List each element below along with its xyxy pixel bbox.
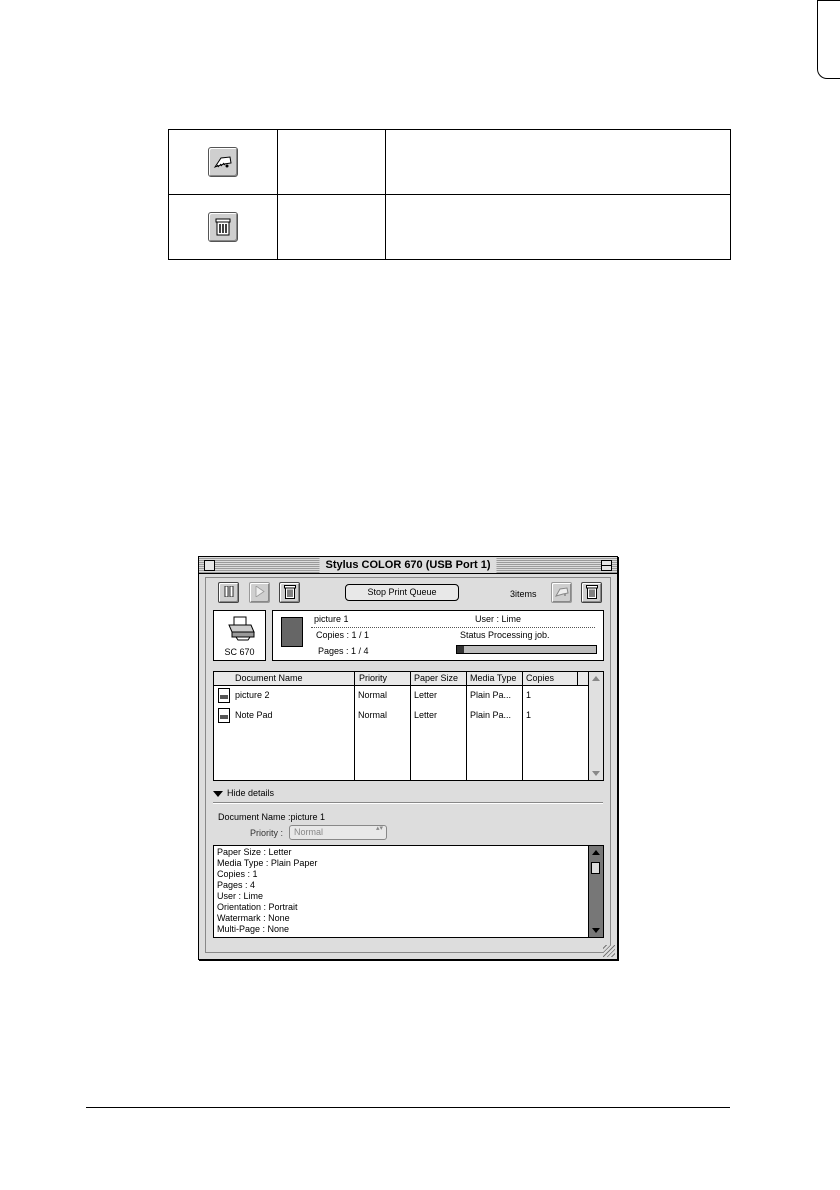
trash-icon bbox=[208, 212, 238, 242]
job-details-list bbox=[213, 845, 604, 938]
queue-copies: 1 bbox=[526, 710, 532, 720]
queue-copies: 1 bbox=[526, 690, 532, 700]
queue-paper-size: Letter bbox=[414, 690, 438, 700]
icon-name-cell bbox=[278, 130, 386, 195]
queue-media-type: Plain Pa... bbox=[470, 690, 512, 700]
printer-icon bbox=[226, 615, 256, 643]
play-icon bbox=[255, 586, 265, 599]
hide-details-toggle[interactable] bbox=[213, 788, 274, 798]
window-title: Stylus COLOR 670 (USB Port 1) bbox=[319, 557, 496, 573]
queue-document-name: picture 2 bbox=[235, 690, 270, 700]
queue-row[interactable] bbox=[214, 706, 588, 724]
hide-details-label: Hide details bbox=[227, 788, 275, 798]
icon-table-row bbox=[169, 195, 731, 260]
print-queue-list bbox=[213, 671, 604, 781]
detail-line: User : Lime bbox=[217, 891, 264, 901]
current-job-panel bbox=[272, 610, 604, 661]
job-progress-bar bbox=[456, 645, 597, 654]
queue-paper-size: Letter bbox=[414, 710, 438, 720]
icon-description-cell bbox=[386, 130, 731, 195]
trash-icon bbox=[586, 585, 598, 601]
document-icon bbox=[218, 688, 230, 703]
divider bbox=[213, 802, 603, 804]
column-header-paper-size[interactable]: Paper Size bbox=[414, 673, 459, 683]
detail-document-name: Document Name :picture 1 bbox=[218, 812, 326, 822]
scroll-thumb[interactable] bbox=[591, 862, 600, 874]
pause-icon bbox=[224, 586, 234, 599]
icon-description-cell bbox=[386, 195, 731, 260]
column-divider bbox=[577, 672, 578, 686]
queue-document-name: Note Pad bbox=[235, 710, 273, 720]
priority-label: Priority : bbox=[250, 828, 284, 838]
items-count: 3items bbox=[510, 589, 537, 599]
detail-line: Orientation : Portrait bbox=[217, 902, 298, 912]
current-job-copies: Copies : 1 / 1 bbox=[316, 630, 370, 640]
queue-priority: Normal bbox=[358, 710, 388, 720]
icon-table bbox=[168, 129, 731, 260]
printer-box bbox=[213, 610, 266, 661]
detail-line: Pages : 4 bbox=[217, 880, 256, 890]
document-icon bbox=[218, 708, 230, 723]
detail-line: Multi-Page : None bbox=[217, 924, 290, 934]
disclosure-triangle-icon bbox=[213, 791, 223, 797]
scroll-up-icon[interactable] bbox=[592, 850, 600, 855]
queue-scrollbar[interactable] bbox=[588, 672, 603, 780]
queue-priority: Normal bbox=[358, 690, 388, 700]
detail-line: Media Type : Plain Paper bbox=[217, 858, 318, 868]
resume-button[interactable] bbox=[249, 582, 270, 603]
detail-line: Copies : 1 bbox=[217, 869, 258, 879]
scroll-up-icon[interactable] bbox=[592, 676, 600, 681]
current-job-status: Status Processing job. bbox=[460, 630, 550, 640]
current-job-pages: Pages : 1 / 4 bbox=[318, 646, 369, 656]
icon-table-row bbox=[169, 130, 731, 195]
column-header-document-name[interactable]: Document Name bbox=[235, 673, 303, 683]
trash-button[interactable] bbox=[581, 582, 602, 603]
title-bar[interactable] bbox=[199, 557, 617, 574]
current-job-user: User : Lime bbox=[475, 614, 522, 624]
footer-rule bbox=[86, 1107, 730, 1108]
zoom-box[interactable] bbox=[601, 560, 612, 571]
trash-icon bbox=[284, 585, 296, 601]
queue-row[interactable] bbox=[214, 686, 588, 704]
detail-line: Watermark : None bbox=[217, 913, 290, 923]
icon-name-cell bbox=[278, 195, 386, 260]
printer-cartridge-icon bbox=[208, 147, 238, 177]
print-monitor-window bbox=[198, 556, 618, 960]
column-header-priority[interactable]: Priority bbox=[359, 673, 388, 683]
column-header-media-type[interactable]: Media Type bbox=[470, 673, 517, 683]
column-header-copies[interactable]: Copies bbox=[526, 673, 555, 683]
current-job-name: picture 1 bbox=[314, 614, 349, 624]
divider bbox=[311, 627, 595, 628]
scroll-down-icon[interactable] bbox=[592, 771, 600, 776]
detail-line: Paper Size : Letter bbox=[217, 847, 292, 857]
queue-header bbox=[214, 672, 588, 686]
delete-job-button[interactable] bbox=[279, 582, 300, 603]
queue-media-type: Plain Pa... bbox=[470, 710, 512, 720]
document-icon bbox=[281, 617, 303, 647]
printer-label: SC 670 bbox=[224, 647, 255, 657]
cartridge-button[interactable] bbox=[551, 582, 572, 603]
close-box[interactable] bbox=[204, 560, 215, 571]
printer-cartridge-icon bbox=[554, 586, 570, 600]
details-scrollbar[interactable] bbox=[588, 846, 603, 937]
job-progress-fill bbox=[457, 646, 464, 653]
pause-button[interactable] bbox=[218, 582, 239, 603]
stop-print-queue-button[interactable]: Stop Print Queue bbox=[345, 584, 459, 601]
page-tab-marker bbox=[817, 0, 840, 79]
scroll-down-icon[interactable] bbox=[592, 928, 600, 933]
priority-select[interactable]: Normal ▴▾ bbox=[289, 825, 387, 840]
resize-grip-icon[interactable] bbox=[603, 945, 615, 957]
